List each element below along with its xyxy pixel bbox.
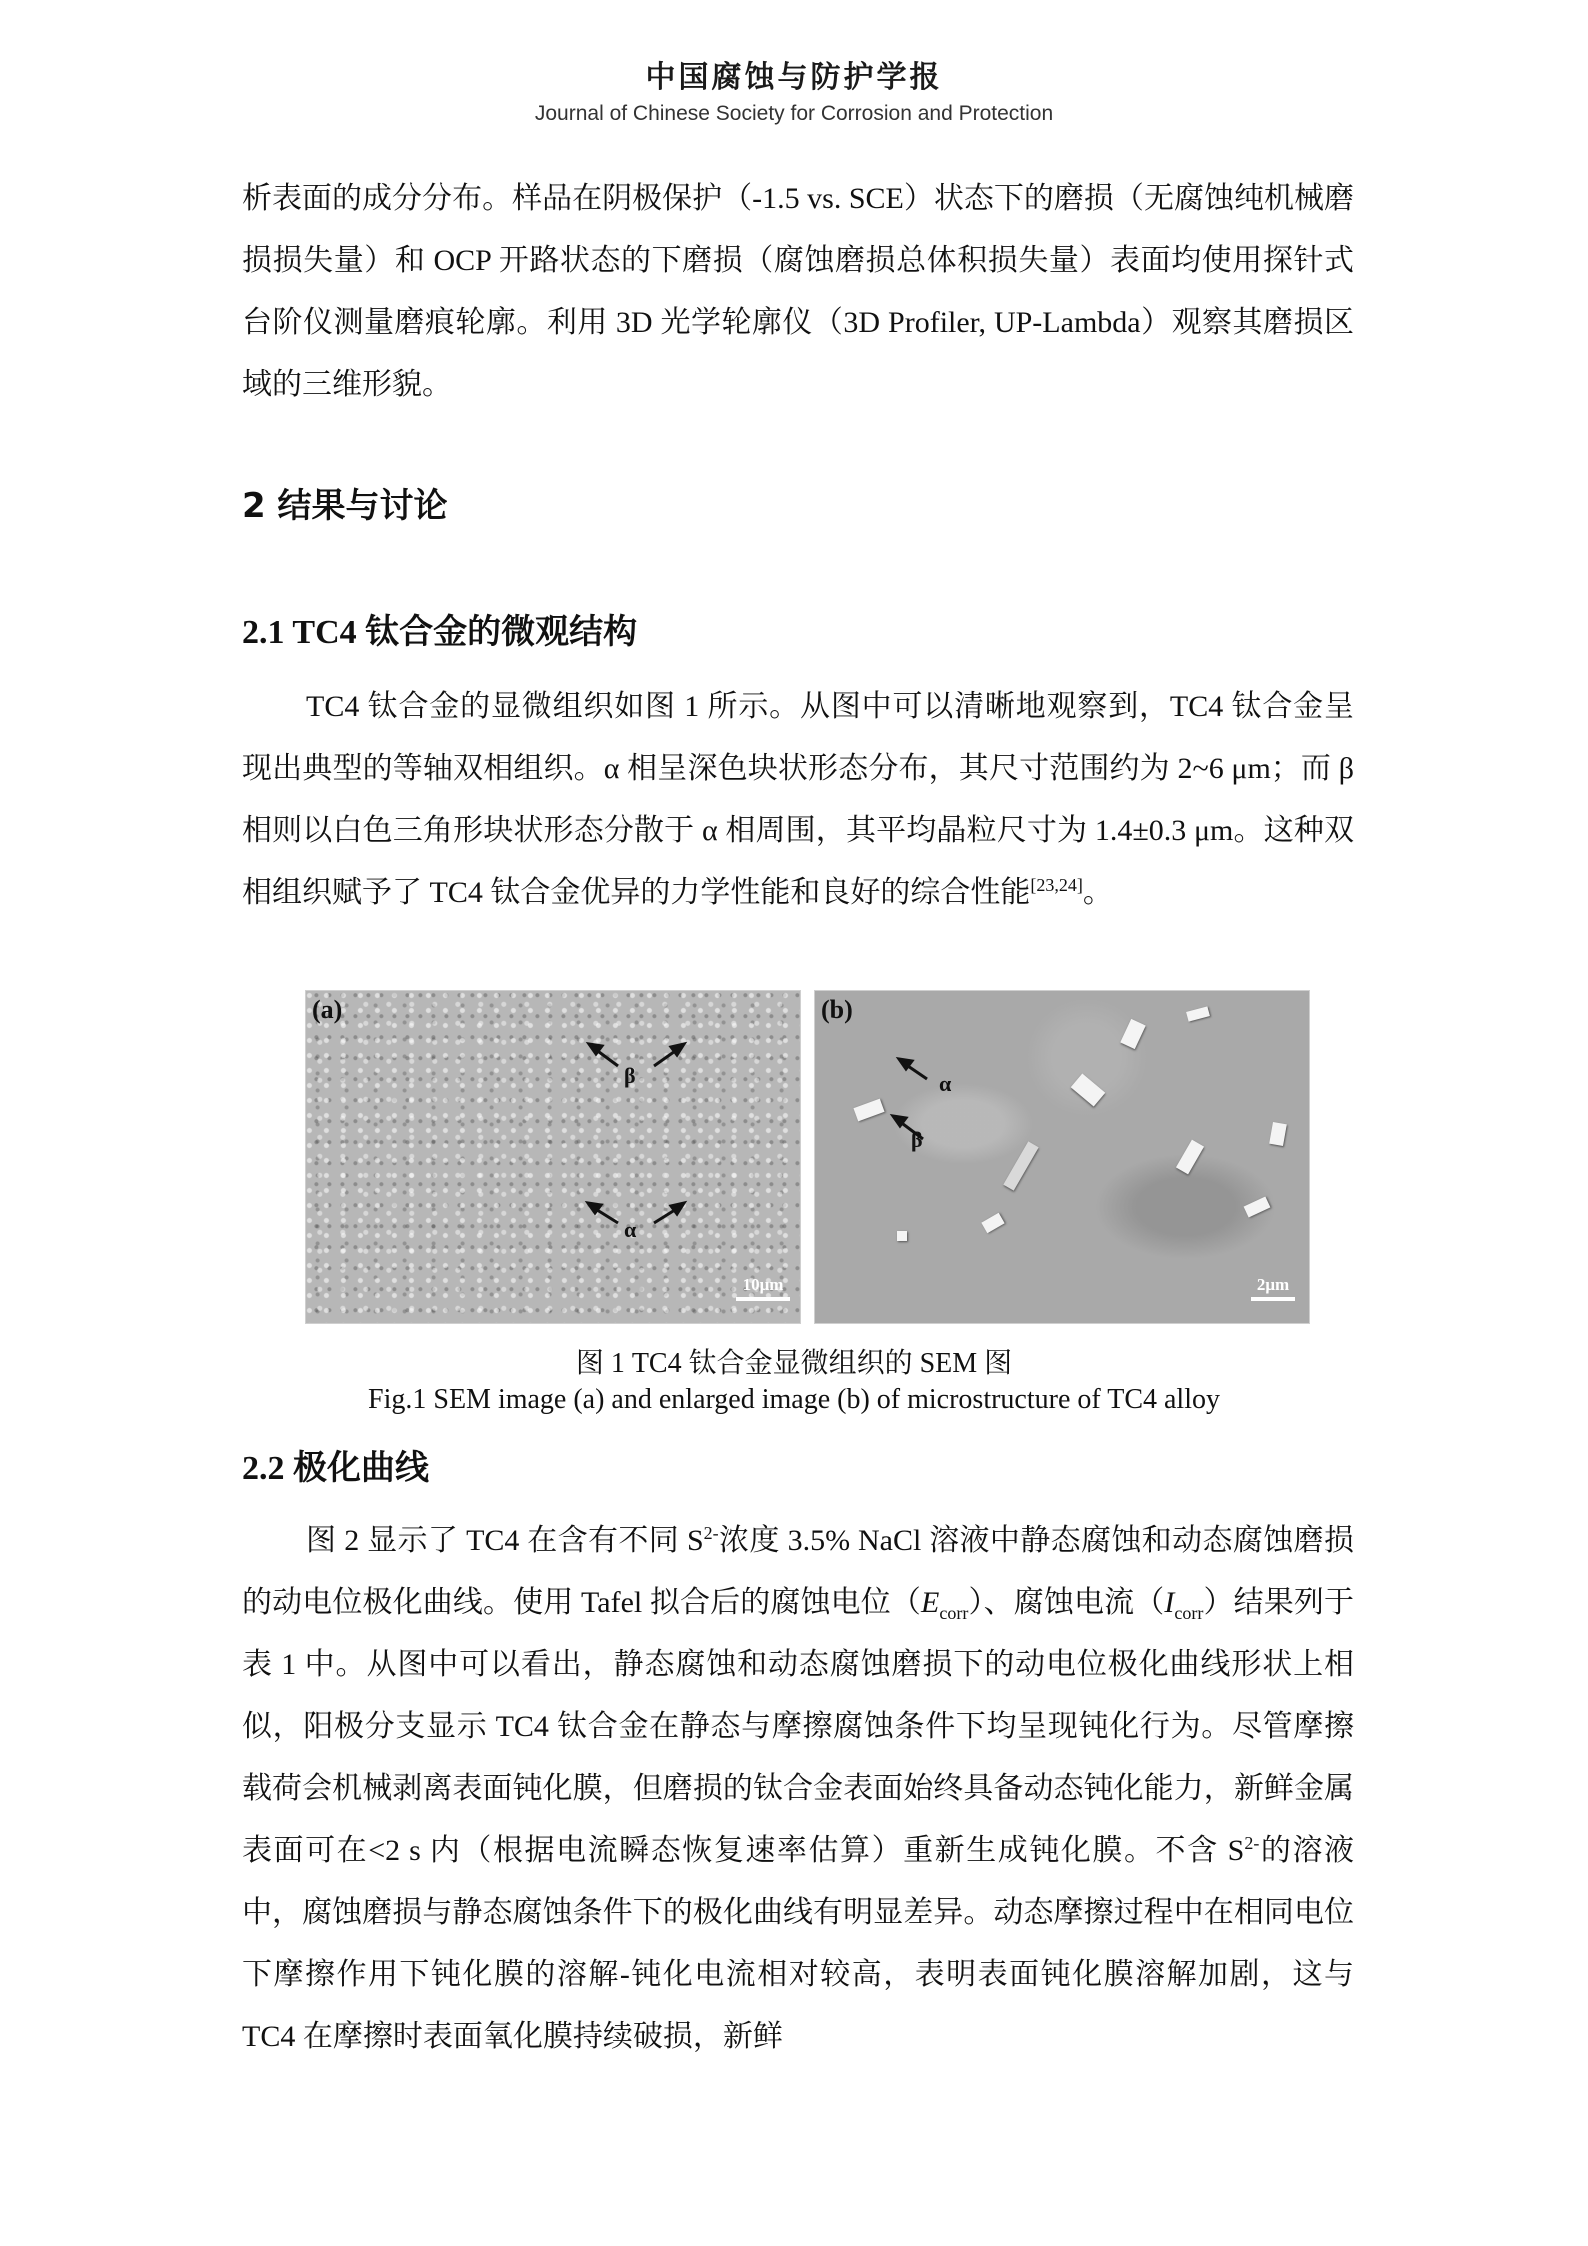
section-2-2-block bbox=[242, 1510, 1354, 2068]
panel-b-label: (b) bbox=[821, 995, 853, 1024]
text-run: ）结果列于表 1 中。从图中可以看出，静态腐蚀和动态腐蚀磨损下的动电位极化曲线形状上相似，阳极分支显示 TC4 钛合金在静态与摩擦腐蚀条件下均呈现钝化行为。尽管摩擦载荷会机械剥离表面钝化膜，但磨损的钛合金表面始终具备动态钝化能力，新鲜金属表面可在<2 s 内（根据电流瞬态恢复速率估算）重新生成钝化膜。不含 S bbox=[242, 1586, 1355, 1867]
sulfide-charge: 2- bbox=[1244, 1833, 1260, 1853]
intro-block bbox=[242, 168, 1354, 416]
panel-a-scale-text: 10μm bbox=[742, 1275, 784, 1294]
panel-a-beta-label: β bbox=[624, 1063, 636, 1088]
intro-paragraph: 析表面的成分分布。样品在阴极保护（-1.5 vs. SCE）状态下的磨损（无腐蚀纯机械磨损损失量）和 OCP 开路状态的下磨损（腐蚀磨损总体积损失量）表面均使用探针式台阶仪测量磨痕轮廓。利用 3D 光学轮廓仪（3D Profiler, UP-Lambda）观察其磨损区域的三维形貌。 bbox=[242, 182, 1354, 401]
panel-a-scale-line bbox=[736, 1297, 790, 1301]
sulfide-charge: 2- bbox=[703, 1523, 719, 1543]
panel-b-beta-label: β bbox=[911, 1127, 923, 1152]
text-run: 图 2 显示了 TC4 在含有不同 S bbox=[306, 1524, 704, 1557]
paragraph-end: 。 bbox=[1082, 876, 1113, 909]
panel-a-arrows bbox=[306, 991, 800, 1323]
icorr-subscript: corr bbox=[1174, 1603, 1204, 1623]
text-run: 的溶液中，腐蚀磨损与静态腐蚀条件下的极化曲线有明显差异。动态摩擦过程中在相同电位下摩擦作用下钝化膜的溶解-钝化电流相对较高，表明表面钝化膜溶解加剧，这与 TC4 在摩擦时表面氧化膜持续破损，新鲜 bbox=[242, 1834, 1355, 2053]
text-run: ）、腐蚀电流（ bbox=[968, 1586, 1165, 1619]
section-2-2-heading: 2.2 极化曲线 bbox=[242, 1450, 429, 1487]
text-run: 浓度 3.5% NaCl 溶液中静态腐蚀和动态腐蚀磨损的动电位极化曲线。使用 Tafel 拟合后的腐蚀电位（ bbox=[242, 1524, 1354, 1619]
journal-title-en: Journal of Chinese Society for Corrosion and Protection bbox=[534, 102, 1054, 125]
journal-title-zh: 中国腐蚀与防护学报 bbox=[645, 60, 943, 95]
panel-a-alpha-label: α bbox=[624, 1217, 637, 1242]
panel-b-scale-text: 2μm bbox=[1256, 1275, 1290, 1294]
citation-23-24: [23,24] bbox=[1030, 875, 1083, 895]
sem-image-a bbox=[305, 990, 801, 1324]
polarization-paragraph bbox=[242, 1510, 1354, 2068]
figure-caption-zh: 图 1 TC4 钛合金显微组织的 SEM 图 bbox=[575, 1348, 1013, 1379]
panel-a-label: (a) bbox=[312, 995, 343, 1024]
figure-caption-en: Fig.1 SEM image (a) and enlarged image (b) of microstructure of TC4 alloy bbox=[368, 1384, 1220, 1415]
section-2-1-block bbox=[242, 676, 1354, 924]
panel-b-scale-line bbox=[1251, 1297, 1295, 1301]
panel-b-alpha-label: α bbox=[939, 1071, 952, 1096]
section-2-1-heading: 2.1 TC4 钛合金的微观结构 bbox=[242, 614, 638, 651]
microstructure-paragraph bbox=[242, 676, 1354, 924]
section-2-heading: 2 结果与讨论 bbox=[242, 486, 448, 526]
microstructure-text: TC4 钛合金的显微组织如图 1 所示。从图中可以清晰地观察到，TC4 钛合金呈现出典型的等轴双相组织。α 相呈深色块状形态分布，其尺寸范围约为 2~6 μm；而 β 相则以白色三角形块状形态分散于 α 相周围，其平均晶粒尺寸为 1.4±0.3 μm。这种双相组织赋予了 TC4 钛合金优异的力学性能和良好的综合性能 bbox=[242, 690, 1354, 909]
ecorr-symbol: E bbox=[921, 1586, 940, 1619]
panel-a-scale-bar bbox=[736, 1275, 790, 1301]
sem-image-b bbox=[814, 990, 1310, 1324]
ecorr-subscript: corr bbox=[939, 1603, 969, 1623]
panel-b-scale-bar bbox=[1251, 1275, 1295, 1301]
icorr-symbol: I bbox=[1164, 1586, 1175, 1619]
journal-header bbox=[0, 52, 1588, 126]
panel-b-arrows bbox=[815, 991, 1309, 1323]
